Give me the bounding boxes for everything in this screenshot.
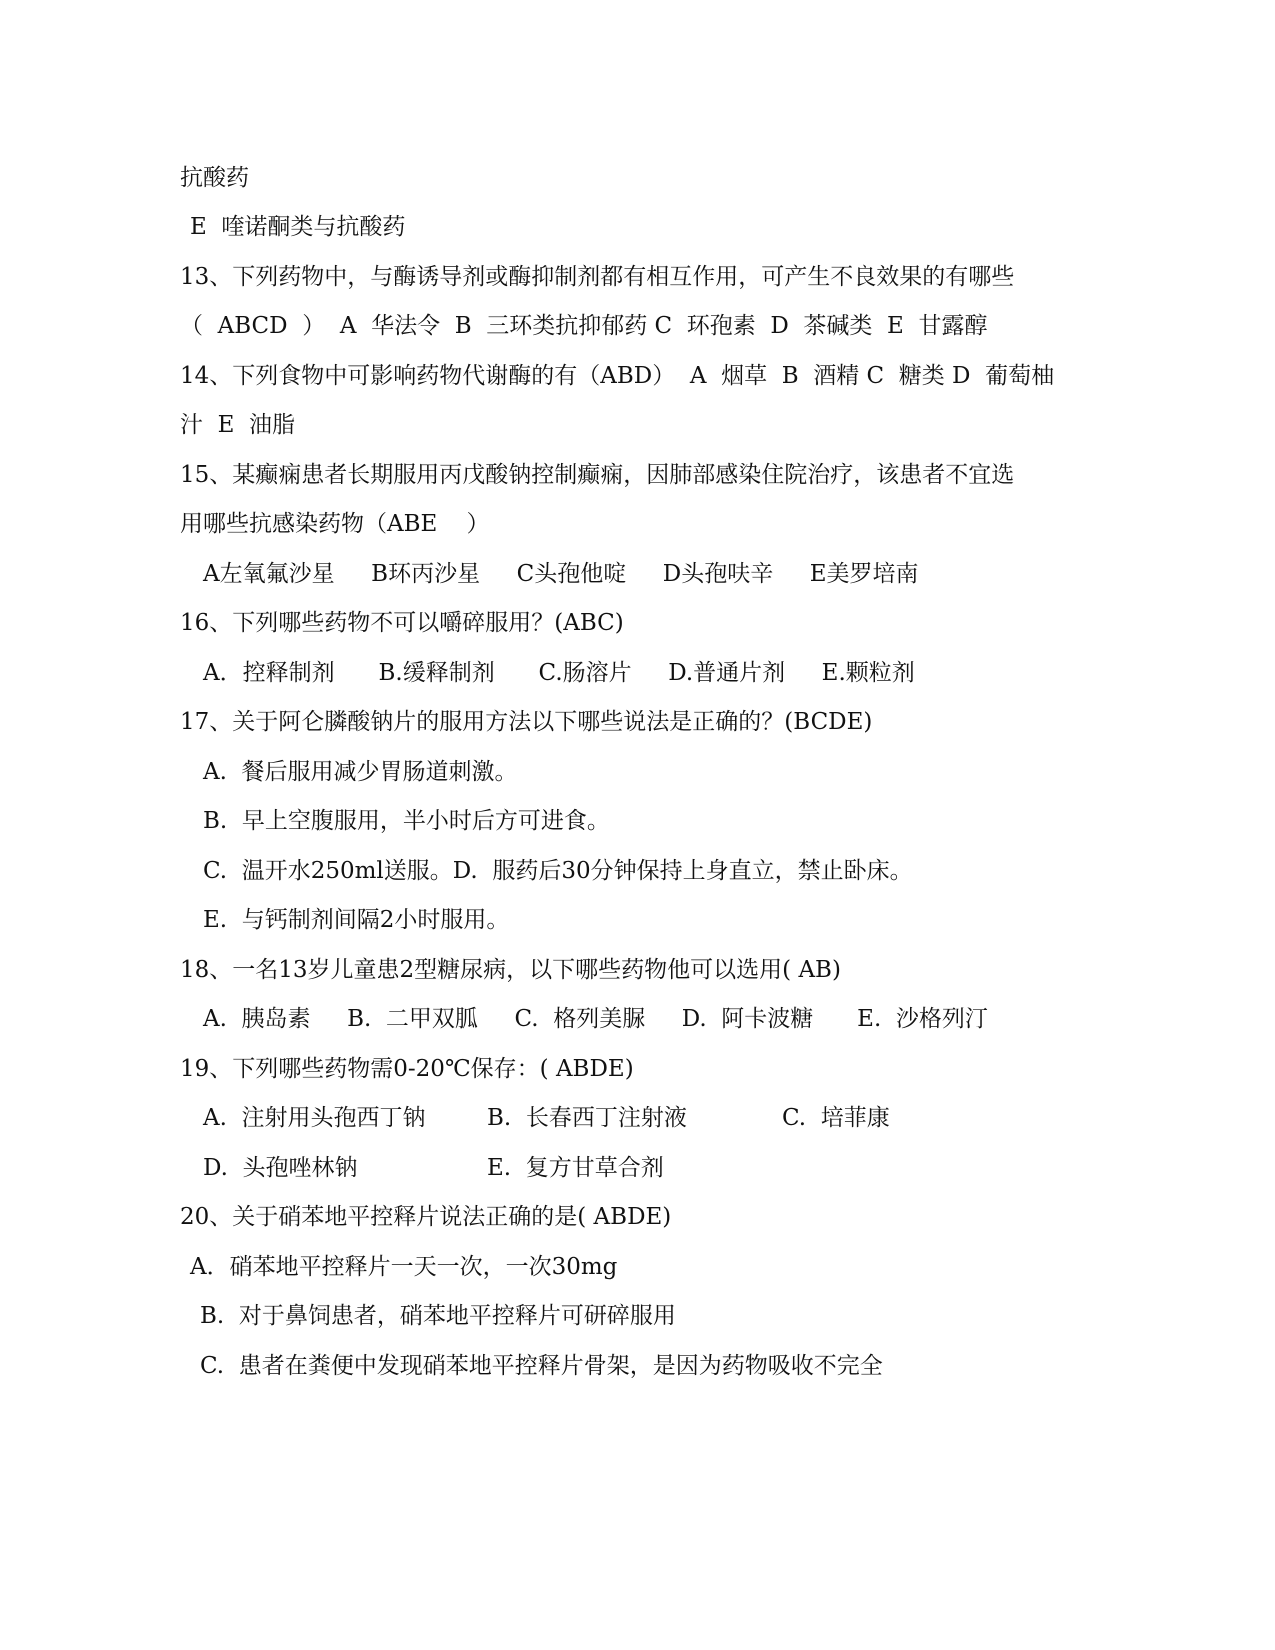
question-19-option-d: D. 头孢唑林钠 [203, 1155, 358, 1181]
question-14: 14、下列食物中可影响药物代谢酶的有（ABD） A 烟草 B 酒精 C 糖类 D 葡萄柚 [180, 363, 1055, 389]
question-13: 13、下列药物中，与酶诱导剂或酶抑制剂都有相互作用，可产生不良效果的有哪些 [180, 264, 1015, 290]
question-15-cont: 用哪些抗感染药物（ABE ） [180, 511, 490, 537]
question-17-option-a: A. 餐后服用减少胃肠道刺激。 [203, 759, 518, 785]
question-16: 16、下列哪些药物不可以嚼碎服用？(ABC) [180, 610, 624, 636]
question-20-option-a: A．硝苯地平控释片一天一次，一次30mg [190, 1254, 618, 1280]
question-14-cont: 汁 E 油脂 [180, 412, 296, 438]
question-17-option-b: B. 早上空腹服用，半小时后方可进食。 [203, 808, 610, 834]
option-line: E 喹诺酮类与抗酸药 [190, 214, 406, 240]
question-18: 18、一名13岁儿童患2型糖尿病，以下哪些药物他可以选用( AB) [180, 957, 841, 983]
question-19-option-c: C. 培菲康 [782, 1105, 890, 1131]
text-line: 抗酸药 [180, 165, 249, 191]
question-19-option-a: A. 注射用头孢西丁钠 [203, 1105, 426, 1131]
question-18-options: A. 胰岛素 B. 二甲双胍 C. 格列美脲 D. 阿卡波糖 E. 沙格列汀 [203, 1006, 988, 1032]
question-16-options: A．控释制剂 B.缓释制剂 C.肠溶片 D.普通片剂 E.颗粒剂 [203, 660, 915, 686]
question-17: 17、关于阿仑膦酸钠片的服用方法以下哪些说法是正确的？(BCDE) [180, 709, 873, 735]
question-13-options: （ ABCD ） A 华法令 B 三环类抗抑郁药 C 环孢素 D 茶碱类 E 甘露醇 [180, 313, 988, 339]
question-19-option-e: E. 复方甘草合剂 [487, 1155, 664, 1181]
question-15: 15、某癫痫患者长期服用丙戊酸钠控制癫痫，因肺部感染住院治疗，该患者不宜选 [180, 462, 1015, 488]
question-19: 19、下列哪些药物需0-20℃保存：( ABDE) [180, 1056, 634, 1082]
question-19-option-b: B. 长春西丁注射液 [487, 1105, 687, 1131]
question-15-options: A左氧氟沙星 B环丙沙星 C头孢他啶 D头孢呋辛 E美罗培南 [203, 561, 919, 587]
question-20-option-b: B. 对于鼻饲患者，硝苯地平控释片可研碎服用 [200, 1303, 676, 1329]
question-17-option-cd: C. 温开水250ml送服。D. 服药后30分钟保持上身直立，禁止卧床。 [203, 858, 913, 884]
question-17-option-e: E. 与钙制剂间隔2小时服用。 [203, 907, 510, 933]
question-20-option-c: C. 患者在粪便中发现硝苯地平控释片骨架，是因为药物吸收不完全 [200, 1353, 883, 1379]
question-20: 20、关于硝苯地平控释片说法正确的是( ABDE) [180, 1204, 672, 1230]
